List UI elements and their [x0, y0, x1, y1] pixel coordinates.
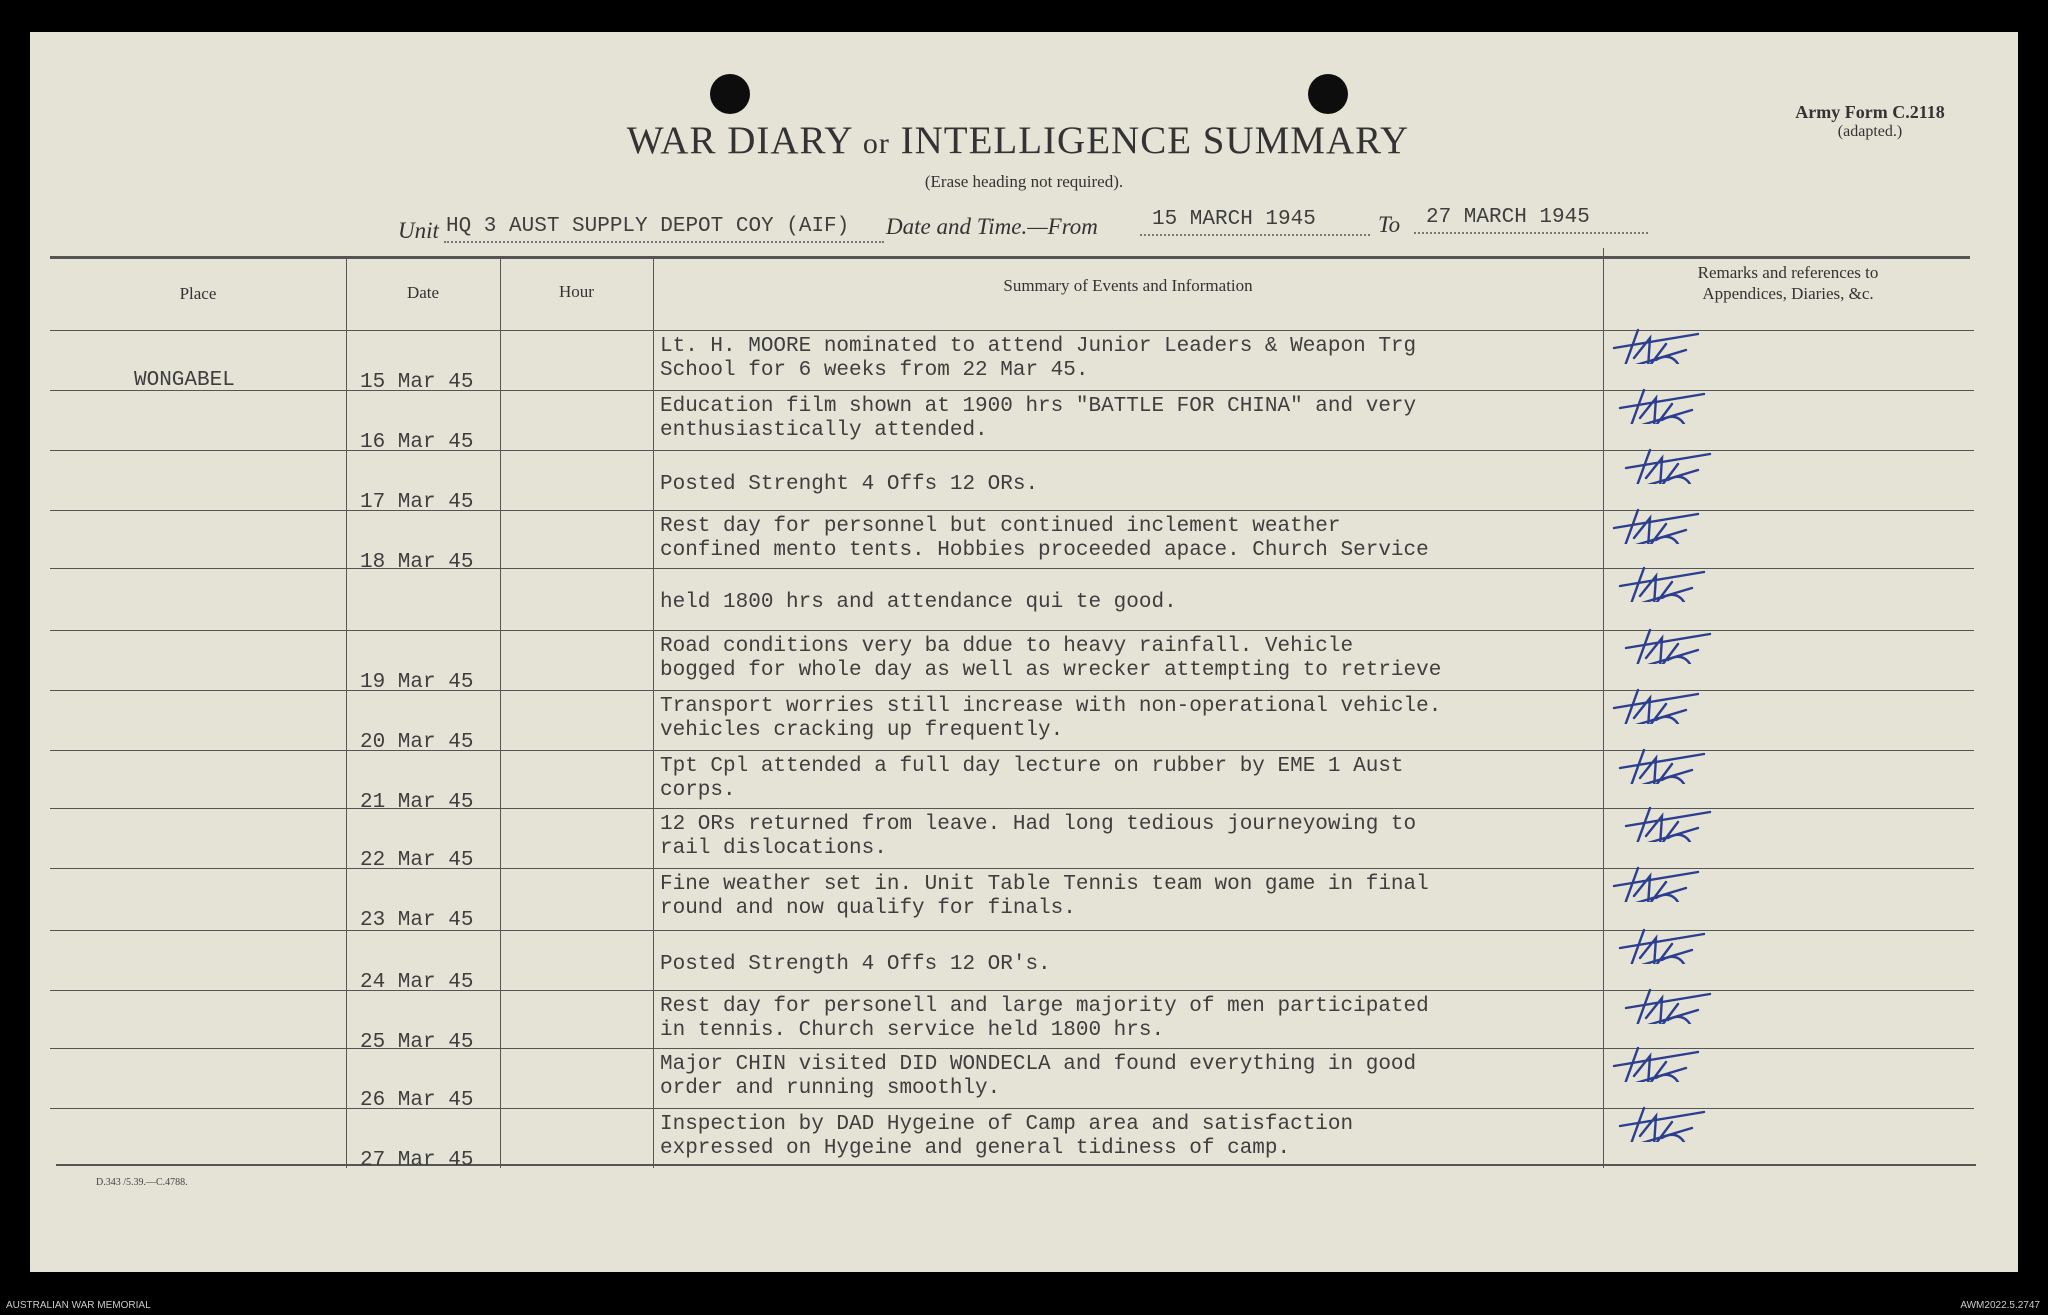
entry-summary-line2: vehicles cracking up frequently.: [660, 719, 1064, 742]
entry-date: 15 Mar 45: [360, 371, 474, 394]
table-bottom-rule: [56, 1164, 1976, 1166]
erase-note: (Erase heading not required).: [924, 172, 1124, 191]
page-title: WAR DIARY or INTELLIGENCE SUMMARY: [626, 119, 1410, 162]
punch-hole-right: [1308, 74, 1348, 114]
entry-summary-line1: Inspection by DAD Hygeine of Camp area and satisfaction: [660, 1113, 1354, 1136]
entry-date: 20 Mar 45: [360, 731, 474, 754]
entry-summary-line1: Lt. H. MOORE nominated to attend Junior Leaders & Weapon Trg: [660, 335, 1417, 358]
col-header-summary: Summary of Events and Information: [1003, 276, 1253, 295]
entry-summary-line1: Posted Strength 4 Offs 12 OR's.: [660, 953, 1051, 976]
entry-summary-line1: Fine weather set in. Unit Table Tennis team won game in final: [660, 873, 1429, 896]
entry-summary-line2: in tennis. Church service held 1800 hrs.: [660, 1019, 1165, 1042]
entry-summary-line2: expressed on Hygeine and general tidiness of camp.: [660, 1137, 1291, 1160]
entry-summary-line2: enthusiastically attended.: [660, 419, 988, 442]
form-print-code: D.343 /5.39.—C.4788.: [96, 1177, 188, 1188]
handwritten-initials-icon: [1608, 862, 1708, 902]
place-value: WONGABEL: [134, 369, 235, 392]
entry-summary-line2: confined mento tents. Hobbies proceeded apace. Church Service: [660, 539, 1429, 562]
col-divider-summary: [1603, 248, 1604, 1168]
to-date: 27 MARCH 1945: [1426, 206, 1590, 229]
unit-dotline: [444, 241, 884, 243]
handwritten-initials-icon: [1620, 802, 1720, 842]
col-header-date: Date: [406, 283, 440, 302]
entry-summary-line1: Transport worries still increase with non-operational vehicle.: [660, 695, 1442, 718]
col-header-remarks: Remarks and references to Appendices, Diaries, &c.: [1697, 263, 1879, 303]
entry-summary-line2: rail dislocations.: [660, 837, 887, 860]
col-header-place: Place: [179, 284, 217, 303]
entry-date: 26 Mar 45: [360, 1089, 474, 1112]
date-time-label: Date and Time.—From: [886, 214, 1098, 239]
entry-summary-line1: held 1800 hrs and attendance qui te good.: [660, 591, 1177, 614]
entry-summary-line1: Road conditions very ba ddue to heavy rainfall. Vehicle: [660, 635, 1354, 658]
col-divider-date: [500, 258, 501, 1168]
unit-label: Unit: [398, 218, 439, 243]
entry-summary-line2: round and now qualify for finals.: [660, 897, 1076, 920]
to-label: To: [1378, 212, 1401, 237]
entry-date: 19 Mar 45: [360, 671, 474, 694]
unit-value: HQ 3 AUST SUPPLY DEPOT COY (AIF): [446, 215, 850, 238]
col-divider-place: [346, 258, 347, 1168]
handwritten-initials-icon: [1620, 984, 1720, 1024]
handwritten-initials-icon: [1608, 324, 1708, 364]
handwritten-initials-icon: [1614, 384, 1714, 424]
entry-date: 27 Mar 45: [360, 1149, 474, 1172]
entry-summary-line1: Tpt Cpl attended a full day lecture on rubber by EME 1 Aust: [660, 755, 1404, 778]
handwritten-initials-icon: [1614, 924, 1714, 964]
handwritten-initials-icon: [1608, 1042, 1708, 1082]
handwritten-initials-icon: [1620, 624, 1720, 664]
table-top-rule: [50, 256, 1970, 259]
entry-summary-line2: corps.: [660, 779, 736, 802]
entry-date: 16 Mar 45: [360, 431, 474, 454]
handwritten-initials-icon: [1614, 1102, 1714, 1142]
entry-date: 25 Mar 45: [360, 1031, 474, 1054]
entry-date: 22 Mar 45: [360, 849, 474, 872]
handwritten-initials-icon: [1614, 562, 1714, 602]
entry-summary-line2: order and running smoothly.: [660, 1077, 1001, 1100]
from-dotline: [1140, 234, 1370, 236]
army-form-ref: Army Form C.2118 (adapted.): [1795, 102, 1945, 140]
entry-summary-line2: School for 6 weeks from 22 Mar 45.: [660, 359, 1089, 382]
entry-summary-line1: Rest day for personnel but continued inclement weather: [660, 515, 1341, 538]
archive-credit: AUSTRALIAN WAR MEMORIAL: [6, 1300, 151, 1311]
col-header-hour: Hour: [559, 282, 594, 301]
entry-summary-line1: Major CHIN visited DID WONDECLA and found everything in good: [660, 1053, 1417, 1076]
entry-date: 21 Mar 45: [360, 791, 474, 814]
handwritten-initials-icon: [1614, 744, 1714, 784]
entry-summary-line1: Education film shown at 1900 hrs "BATTLE FOR CHINA" and very: [660, 395, 1417, 418]
to-dotline: [1414, 232, 1648, 234]
from-date: 15 MARCH 1945: [1152, 208, 1316, 231]
col-divider-hour: [653, 258, 654, 1168]
handwritten-initials-icon: [1620, 444, 1720, 484]
entry-date: 24 Mar 45: [360, 971, 474, 994]
entry-date: 23 Mar 45: [360, 909, 474, 932]
entry-summary-line1: Rest day for personell and large majority of men participated: [660, 995, 1429, 1018]
handwritten-initials-icon: [1608, 504, 1708, 544]
punch-hole-left: [710, 74, 750, 114]
entry-summary-line1: Posted Strenght 4 Offs 12 ORs.: [660, 473, 1039, 496]
entry-summary-line1: 12 ORs returned from leave. Had long tedious journeyowing to: [660, 813, 1417, 836]
handwritten-initials-icon: [1608, 684, 1708, 724]
entry-date: 18 Mar 45: [360, 551, 474, 574]
entry-summary-line2: bogged for whole day as well as wrecker attempting to retrieve: [660, 659, 1442, 682]
archive-accession: AWM2022.5.2747: [1960, 1300, 2040, 1311]
entry-date: 17 Mar 45: [360, 491, 474, 514]
